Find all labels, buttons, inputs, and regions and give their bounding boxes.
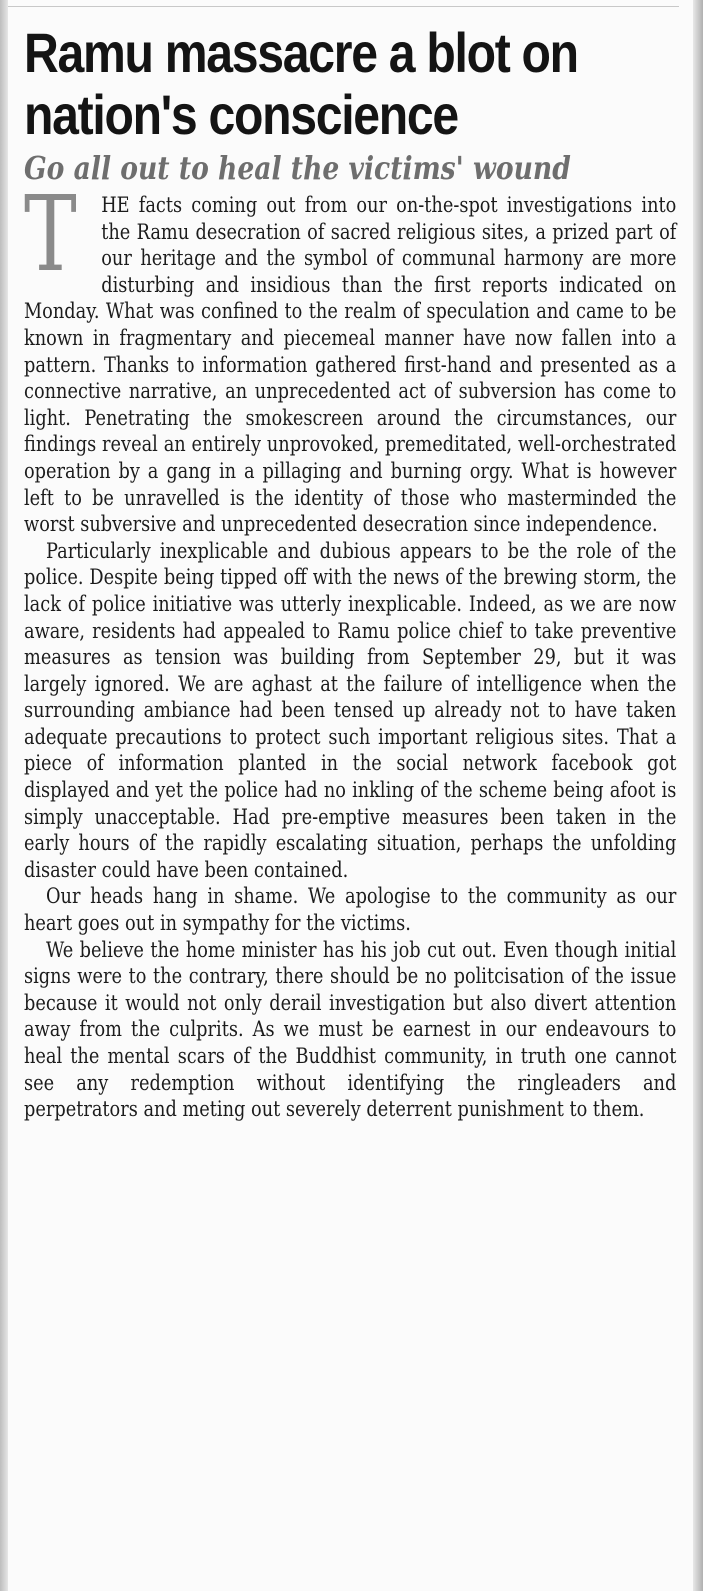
paragraph-1-text: HE facts coming out from our on-the-spot investigations into the Ramu desecration of sacred religious sites, a prized part of our heritage and the symbol of communal harmony are more disturbing and insidious than the first reports indicated on Monday. What was confined to the realm of speculation and came to be known in fragmentary and piecemeal manner have now fallen into a pattern. Thanks to information gathered first-hand and presented as a connective narrative, an unprecedented act of subversion has come to light. Penetrating the smokescreen around the circumstances, our findings reveal an entirely unprovoked, premeditated, well-orchestrated operation by a gang in a pillaging and burning orgy. What is however left to be unravelled is the identity of those who masterminded the worst subversive and unprecedented desecration since independence. <box>24 193 677 537</box>
article-body <box>24 173 677 1123</box>
paragraph-1 <box>24 173 677 538</box>
top-rule <box>8 0 679 7</box>
paragraph-3: Our heads hang in shame. We apologise to the community as our heart goes out in sympathy for the victims. <box>24 884 677 936</box>
headline: Ramu massacre a blot on nation's conscience <box>24 21 578 146</box>
page-left-edge <box>0 0 8 1591</box>
subheadline: Go all out to heal the victims' wound <box>24 149 571 187</box>
paragraph-2: Particularly inexplicable and dubious appears to be the role of the police. Despite being tipped off with the news of the brewing storm, the lack of police initiative was utterly inexplicable. Indeed, as we are now aware, residents had appealed to Ramu police chief to take preventive measures as tension was building from September 29, but it was largely ignored. We are aghast at the failure of intelligence when the surrounding ambiance had been tensed up already not to have taken adequate precautions to protect such important religious sites. That a piece of information planted in the social network facebook got displayed and yet the police had no inkling of the scheme being afoot is simply unacceptable. Had pre-emptive measures been taken in the early hours of the rapidly escalating situation, perhaps the unfolding disaster could have been contained. <box>24 538 677 882</box>
paragraph-4: We believe the home minister has his job cut out. Even though initial signs were to the contrary, there should be no politcisation of the issue because it would not only derail investigation but also divert attention away from the culprits. As we must be earnest in our endeavours to heal the mental scars of the Buddhist community, in truth one cannot see any redemption without identifying the ringleaders and perpetrators and meting out severely deterrent punishment to them. <box>24 937 677 1122</box>
page-right-edge <box>693 0 703 1591</box>
editorial-article <box>24 22 676 1123</box>
drop-cap: T <box>24 173 77 295</box>
